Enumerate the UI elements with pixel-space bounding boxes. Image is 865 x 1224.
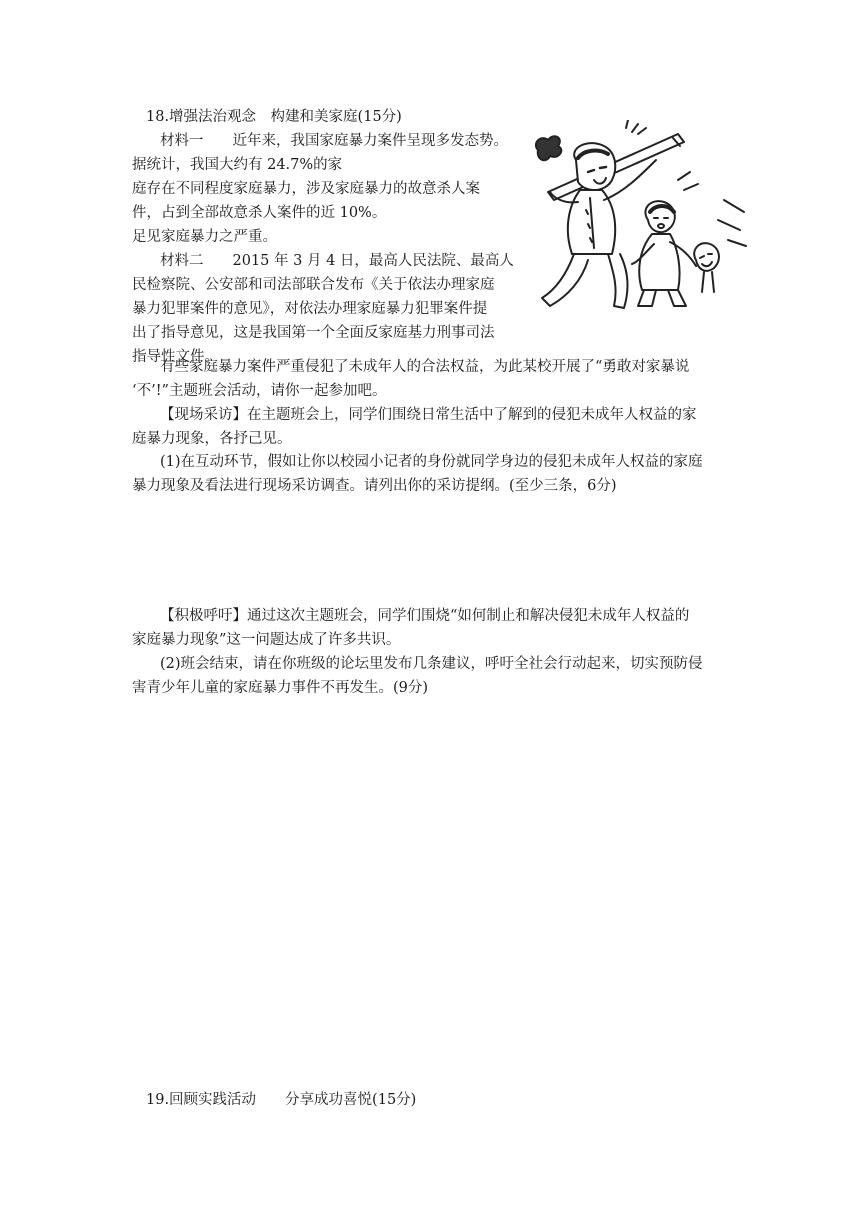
intro-line-2: ‘不’!”主题班会活动，请你一起参加吧。 — [132, 383, 387, 399]
section-interview-line-1: 【现场采访】在主题班会上，同学们围绕日常生活中了解到的侵犯未成年人权益的家 — [160, 407, 697, 423]
material-2-line-5: 指导性文件。 — [132, 349, 219, 365]
material-2-line-4: 出了指导意见，这是我国第一个全面反家庭基力刑事司法 — [132, 325, 495, 341]
question-19-title: 19.回顾实践活动 分享成功喜悦(15分) — [146, 1092, 417, 1108]
question-1-line-1: (1)在互动环节，假如让你以校园小记者的身份就同学身边的侵犯未成年人权益的家庭 — [160, 454, 703, 470]
material-2-line-1: 材料二 2015 年 3 月 4 日，最高人民法院、最高人 — [160, 253, 514, 269]
question-2-line-1: (2)班会结束，请在你班级的论坛里发布几条建议，呼吁全社会行动起来，切实预防侵 — [160, 656, 703, 672]
material-1-line-5: 足见家庭暴力之严重。 — [132, 229, 277, 245]
question-2-line-2: 害青少年儿童的家庭暴力事件不再发生。(9分) — [132, 680, 429, 696]
material-2-line-2: 民检察院、公安部和司法部联合发布《关于依法办理家庭 — [132, 277, 495, 293]
intro-line-1: 有些家庭暴力案件严重侵犯了未成年人的合法权益，为此某校开展了“勇敢对家暴说 — [160, 359, 690, 375]
material-1-line-3: 庭存在不同程度家庭暴力，涉及家庭暴力的故意杀人案 — [132, 181, 480, 197]
section-appeal-line-2: 家庭暴力现象”这一问题达成了许多共识。 — [132, 632, 401, 648]
material-1-line-4: 件，占到全部故意杀人案件的近 10%。 — [132, 205, 387, 221]
domestic-violence-cartoon-illustration — [528, 120, 750, 318]
section-appeal-line-1: 【积极呼吁】通过这次主题班会，同学们围烧“如何制止和解决侵犯未成年人权益的 — [160, 608, 690, 624]
material-1-line-1: 材料一 近年来，我国家庭暴力案件呈现多发态势。 — [160, 133, 508, 149]
question-1-line-2: 暴力现象及看法进行现场采访调查。请列出你的采访提纲。(至少三条，6分) — [132, 478, 617, 494]
question-18-title: 18.增强法治观念 构建和美家庭(15分) — [146, 109, 402, 125]
material-1-line-2: 据统计，我国大约有 24.7%的家 — [132, 157, 343, 173]
section-interview-line-2: 庭暴力现象，各抒己见。 — [132, 431, 292, 447]
material-2-line-3: 暴力犯罪案件的意见》，对依法办理家庭暴力犯罪案件提 — [132, 301, 488, 317]
